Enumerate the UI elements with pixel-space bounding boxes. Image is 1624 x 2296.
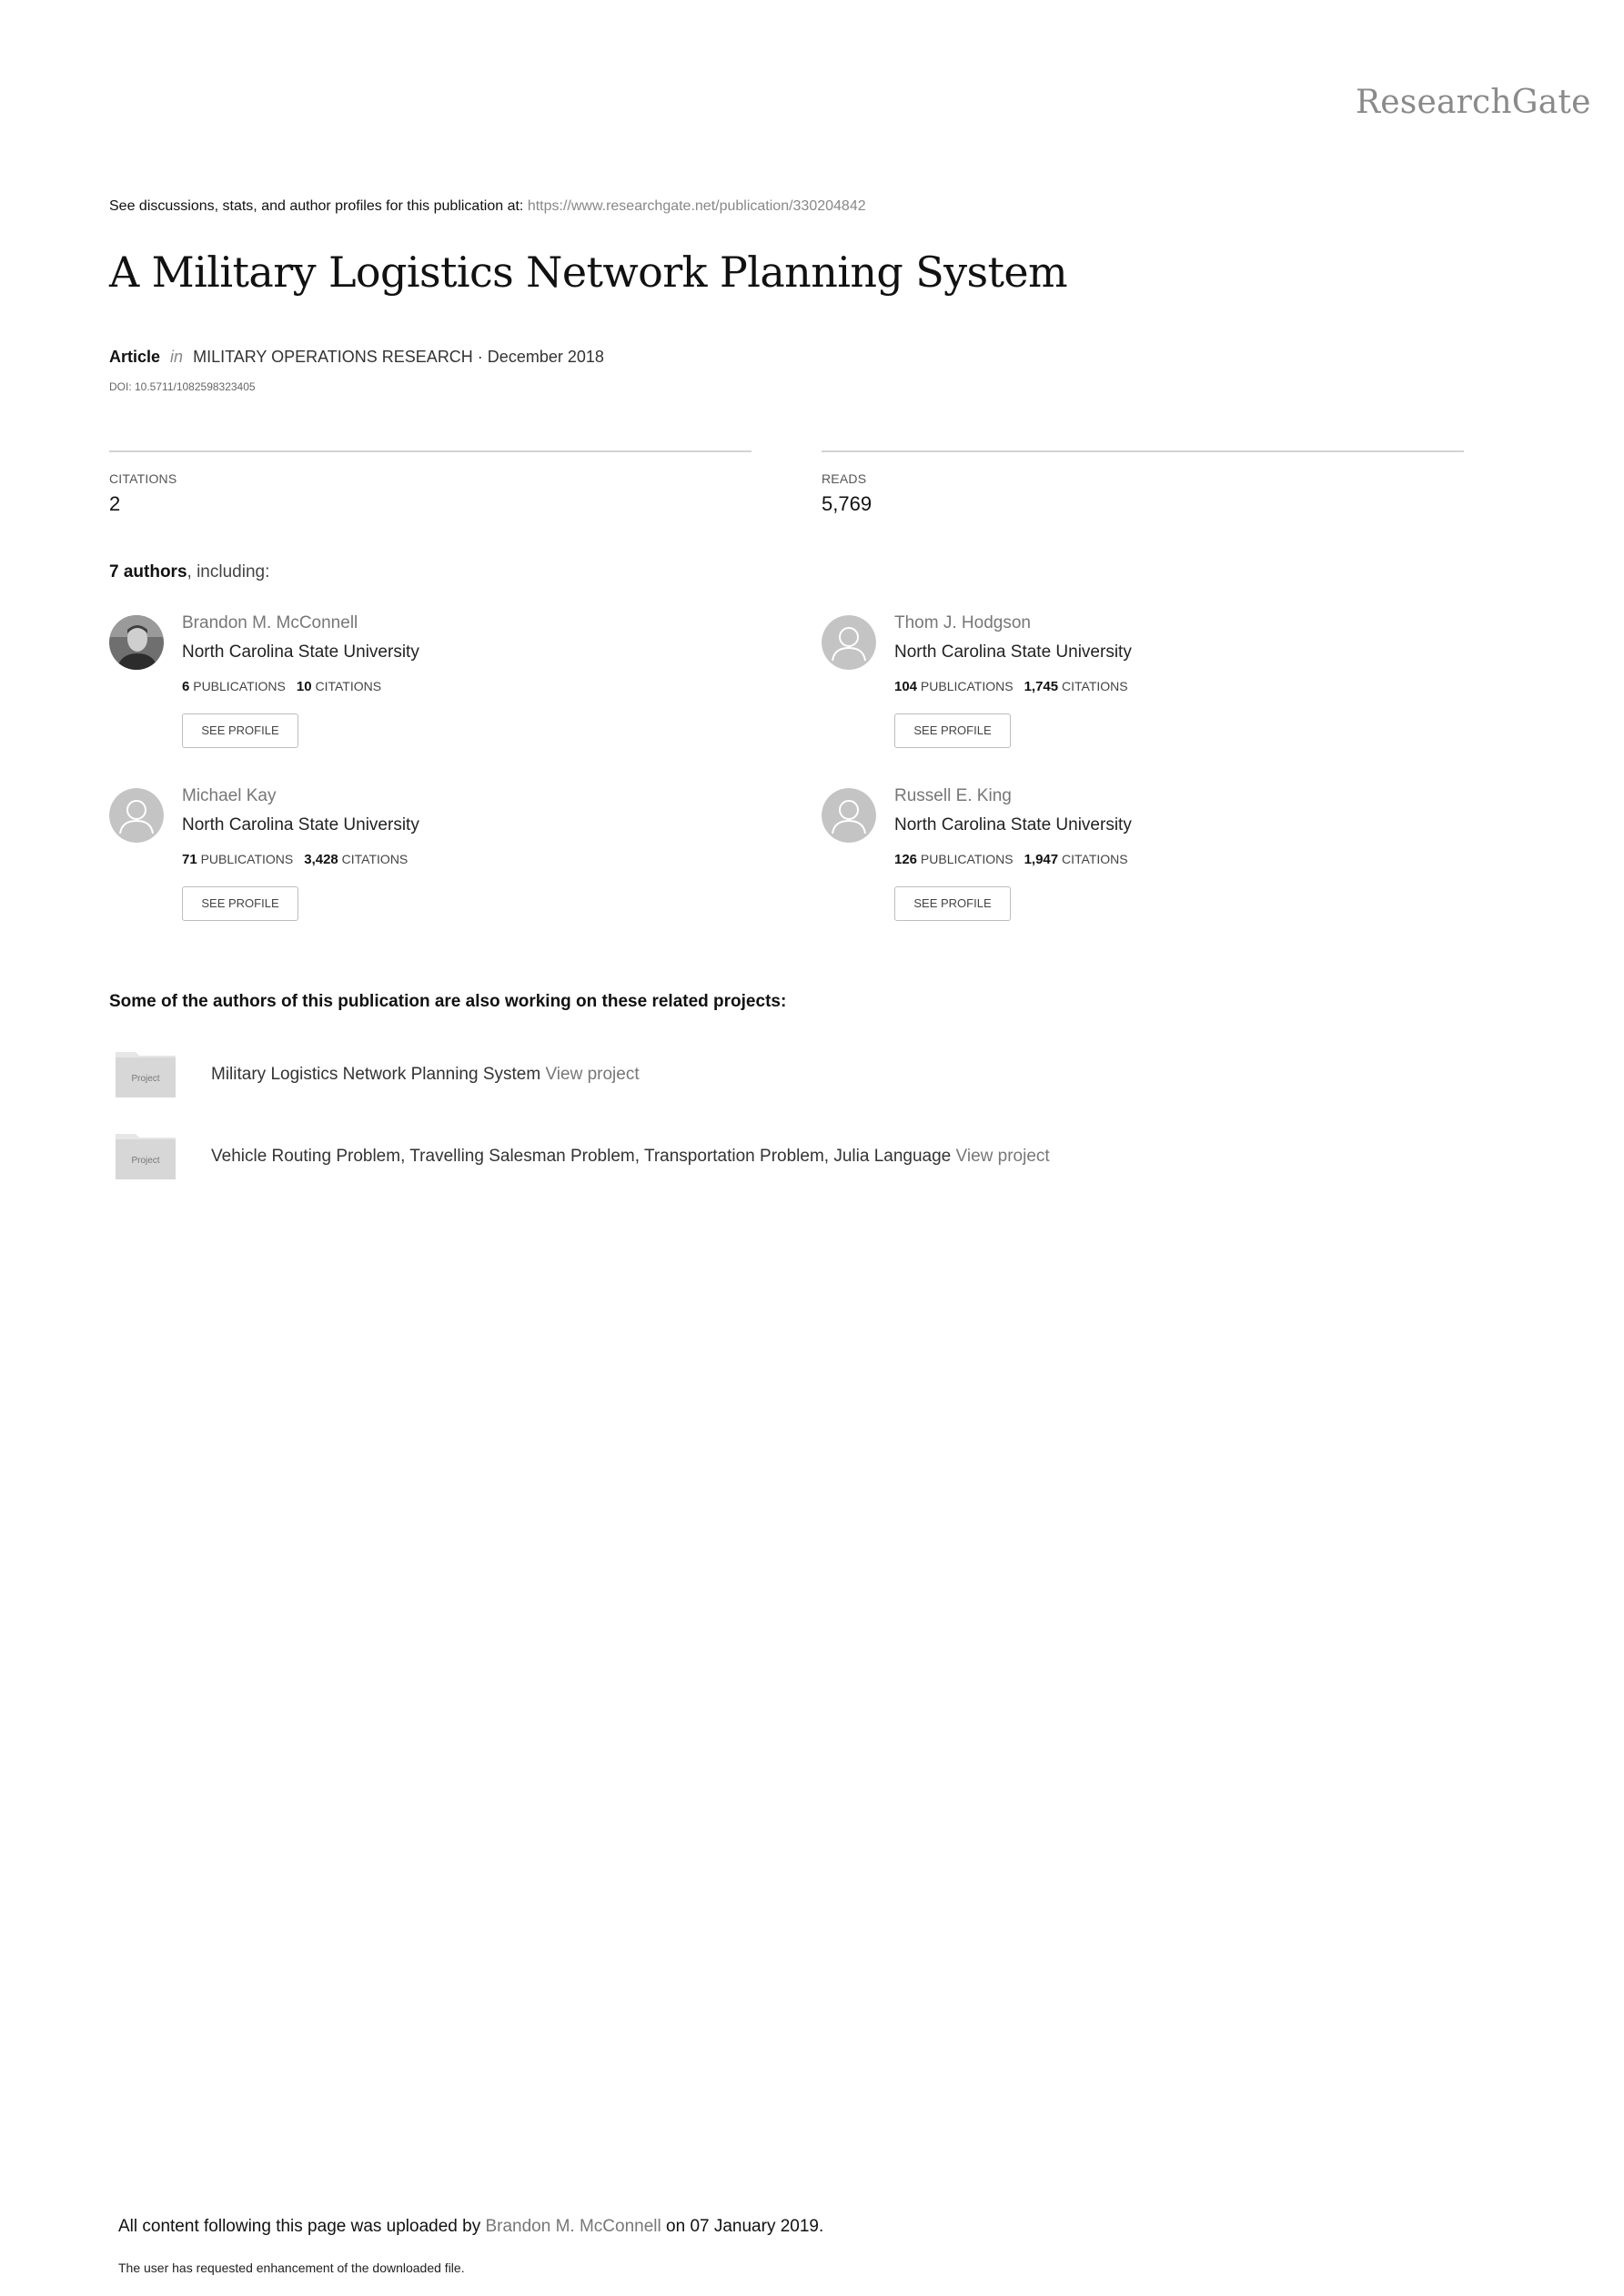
- upload-note: [118, 2217, 823, 2237]
- uploader-link[interactable]: Brandon M. McConnell: [485, 2217, 661, 2236]
- author-name-link[interactable]: Brandon M. McConnell: [182, 613, 358, 632]
- publications-count: 71: [182, 852, 197, 867]
- researchgate-logo[interactable]: ResearchGate: [1356, 84, 1591, 121]
- upload-prefix: All content following this page was uploaded by: [118, 2217, 481, 2236]
- publications-label: PUBLICATIONS: [920, 852, 1014, 866]
- publication-url-link[interactable]: https://www.researchgate.net/publication/330204842: [527, 198, 866, 214]
- reads-label: READS: [822, 471, 867, 486]
- header-text: See discussions, stats, and author profiles for this publication at:: [109, 198, 524, 214]
- project-icon-label: Project: [131, 1074, 160, 1084]
- author-stats: [182, 679, 381, 694]
- enhancement-note: The user has requested enhancement of the downloaded file.: [118, 2261, 465, 2275]
- citations-label: CITATIONS: [1062, 852, 1128, 866]
- citations-label: CITATIONS: [341, 852, 409, 866]
- citations-value: 2: [109, 492, 121, 515]
- project-title: [211, 1147, 1050, 1167]
- see-profile-button[interactable]: SEE PROFILE: [182, 886, 298, 921]
- project-folder-icon: [116, 1130, 176, 1179]
- default-user-icon[interactable]: [822, 615, 876, 670]
- authors-heading: [109, 562, 269, 582]
- view-project-link[interactable]: View project: [545, 1065, 640, 1084]
- author-institution: North Carolina State University: [182, 815, 419, 834]
- authors-count: 7 authors: [109, 562, 187, 582]
- default-user-icon[interactable]: [822, 788, 876, 843]
- citations-label: CITATIONS: [315, 679, 382, 693]
- see-profile-button[interactable]: SEE PROFILE: [894, 886, 1011, 921]
- publications-count: 126: [894, 852, 918, 867]
- citations-label: CITATIONS: [1062, 679, 1128, 693]
- project-title: [211, 1065, 640, 1085]
- article-type: Article: [109, 348, 161, 366]
- divider-left: [109, 450, 751, 452]
- citations-count: 10: [296, 679, 312, 694]
- in-word: in: [170, 348, 184, 366]
- see-profile-button[interactable]: SEE PROFILE: [182, 713, 298, 748]
- author-stats: [894, 679, 1128, 694]
- citations-label: CITATIONS: [109, 471, 177, 486]
- view-project-link[interactable]: View project: [955, 1147, 1050, 1166]
- author-name-link[interactable]: Russell E. King: [894, 786, 1012, 805]
- authors-heading-rest: , including:: [187, 562, 270, 582]
- citations-count: 1,947: [1024, 852, 1059, 867]
- publications-label: PUBLICATIONS: [920, 679, 1014, 693]
- publications-label: PUBLICATIONS: [193, 679, 286, 693]
- reads-value: 5,769: [822, 492, 873, 515]
- project-icon-label: Project: [131, 1156, 160, 1166]
- author-photo-avatar[interactable]: [109, 615, 164, 670]
- project-folder-icon: [116, 1048, 176, 1097]
- page-title: A Military Logistics Network Planning System: [109, 248, 1068, 297]
- header-line: [109, 198, 866, 215]
- doi: DOI: 10.5711/1082598323405: [109, 380, 256, 393]
- projects-heading: Some of the authors of this publication are also working on these related projects:: [109, 992, 787, 1011]
- author-name-link[interactable]: Michael Kay: [182, 786, 277, 805]
- publications-count: 6: [182, 679, 190, 694]
- project-title-text: Vehicle Routing Problem, Travelling Salesman Problem, Transportation Problem, Julia Language: [211, 1147, 952, 1166]
- publications-count: 104: [894, 679, 918, 694]
- see-profile-button[interactable]: SEE PROFILE: [894, 713, 1011, 748]
- default-user-icon[interactable]: [109, 788, 164, 843]
- divider-right: [822, 450, 1464, 452]
- citations-count: 1,745: [1024, 679, 1059, 694]
- upload-suffix: on 07 January 2019.: [666, 2217, 824, 2236]
- project-title-text: Military Logistics Network Planning System: [211, 1065, 541, 1084]
- author-institution: North Carolina State University: [894, 642, 1132, 662]
- publications-label: PUBLICATIONS: [200, 852, 294, 866]
- author-name-link[interactable]: Thom J. Hodgson: [894, 613, 1031, 632]
- author-stats: [894, 852, 1128, 867]
- author-institution: North Carolina State University: [182, 642, 419, 662]
- author-stats: [182, 852, 408, 867]
- citations-count: 3,428: [304, 852, 338, 867]
- journal-date: MILITARY OPERATIONS RESEARCH · December 2018: [193, 348, 604, 366]
- author-institution: North Carolina State University: [894, 815, 1132, 834]
- article-meta: [109, 348, 604, 367]
